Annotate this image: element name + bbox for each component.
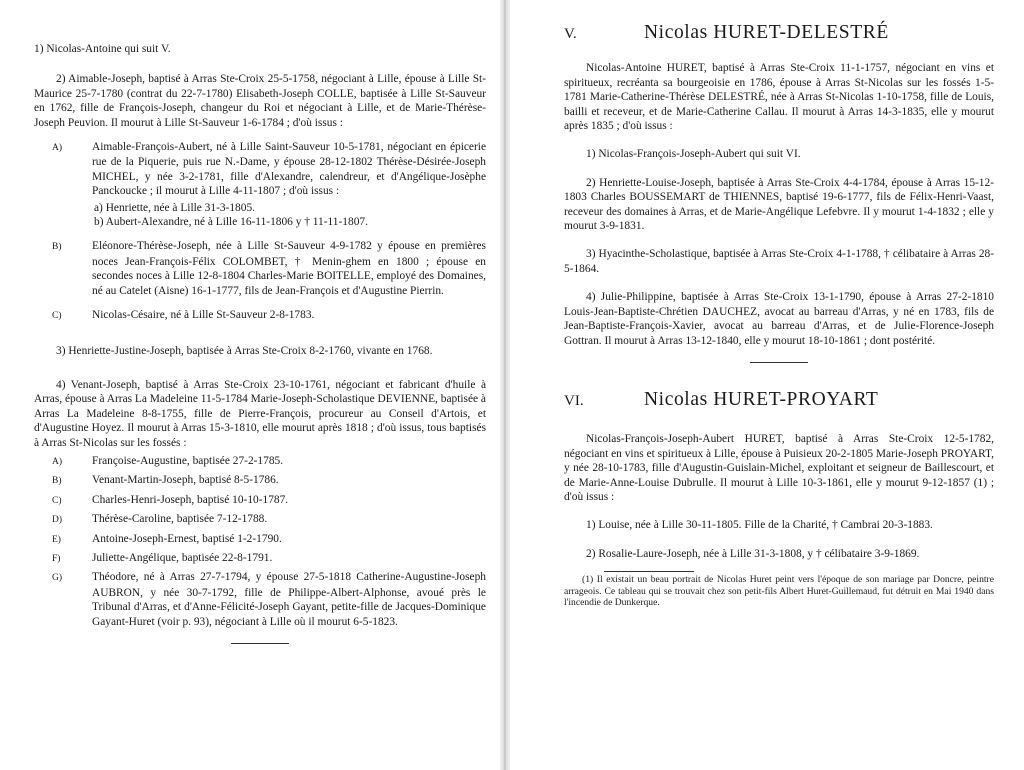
children-list — [34, 454, 486, 629]
entry-julie-philippine: 4) Julie-Philippine, baptisée à Arras Ste-Croix 13-1-1790, épouse à Arras 27-2-1810 Louis-Jean-Baptiste-Chrétien DAUCHEZ, avocat au barreau d'Arras, y né en 1783, fils de Jean-Baptiste-François-Xavier, avocat au barreau d'Arras, et de Julie-Florence-Joseph Gottran. Il mourut à Arras 13-12-1840, elle y mourut 18-10-1861 ; dont postérité. — [564, 291, 994, 347]
entry-text: Juliette-Angélique, baptisée 22-8-1791. — [92, 551, 273, 564]
entry-label: C) — [52, 495, 62, 506]
entry-label: F) — [52, 553, 61, 564]
section-divider — [750, 362, 808, 363]
section-vi-intro: Nicolas-François-Joseph-Aubert HURET, baptisé à Arras Ste-Croix 12-5-1782, négociant en vins et spiritueux à Lille, épouse à Puisieux 20-2-1805 Marie-Joseph PROYART, y née 28-10-1783, fille d'Augustin-Guislain-Michel, exploitant et seigneur de Baillescourt, et de Marie-Anne-Louise Dubrulle. Il mourut à Lille 10-3-1861, elle y mourut 9-12-1857 (1) ; d'où issus : — [564, 433, 994, 503]
footnote-rule — [604, 571, 694, 572]
list-item — [34, 473, 486, 488]
entry-label: C) — [52, 311, 62, 322]
list-item — [34, 532, 486, 547]
list-item — [34, 454, 486, 469]
entry-text: Nicolas-Césaire, né à Lille St-Sauveur 2-8-1783. — [92, 309, 315, 322]
entry-nicolas-francois: 1) Nicolas-François-Joseph-Aubert qui suit VI. — [586, 148, 801, 161]
entry-text: Aimable-François-Aubert, né à Lille Saint-Sauveur 10-5-1781, négociant en épicerie rue de la Piquerie, puis rue N.-Dame, y épouse 28-12-1802 Thérèse-Désirée-Joseph MICHEL, y née 3-2-1781, fille d'Alexandre, calendreur, et d'Angélique-Josèphe Panckoucke ; il mourut à Lille 4-11-1807 ; d'où issus : — [92, 141, 486, 198]
right-page — [510, 0, 1024, 770]
footnote: (1) Il existait un beau portrait de Nicolas Huret peint vers l'époque de son mariage par Doncre, peintre arrageois. Ce tableau qui se trouvait chez son petit-fils Albert Huret-Guillemaud, fut détruit en Mai 1940 dans l'incendie de Dunkerque. — [564, 574, 994, 608]
entry-text: Charles-Henri-Joseph, baptisé 10-10-1787. — [92, 493, 289, 506]
entry-henriette-louise: 2) Henriette-Louise-Joseph, baptisée à Arras Ste-Croix 4-4-1784, épouse à Arras 15-12-1803 Charles BOUSSEMART de THIENNES, baptisé 19-6-1777, fils de Félix-Henri-Vaast, receveur des domaines à Arras, et de Marie-Angélique Lefebvre. Il y mourut 1-4-1832 ; elle y mourut 3-9-1831. — [564, 176, 994, 233]
entry-hyacinthe: 3) Hyacinthe-Scholastique, baptisée à Arras Ste-Croix 4-1-1788, † célibataire à Arras 28-5-1864. — [564, 248, 994, 275]
entry-nicolas-antoine: 1) Nicolas-Antoine qui suit V. — [34, 43, 171, 55]
list-item — [34, 512, 486, 527]
entry-text: Eléonore-Thérèse-Joseph, née à Lille St-Sauveur 4-9-1782 y épouse en premières noces Jean-François-Félix COLOMBET, † Menin-ghem en 1800 ; épouse en secondes noces à Lille 12-8-1804 Charles-Marie BOITELLE, employé des Domaines, né au Catelet (Aisne) 16-1-1777, fils de Jean-François et d'Augustine Pierrin. — [92, 240, 486, 297]
entry-label: A) — [52, 143, 63, 154]
entry-label: B) — [52, 476, 62, 487]
entry-henriette-justine: 3) Henriette-Justine-Joseph, baptisée à Arras Ste-Croix 8-2-1760, vivante en 1768. — [56, 344, 433, 357]
section-title: Nicolas HURET-DELESTRÉ — [644, 22, 889, 43]
entry-aimable-joseph: 2) Aimable-Joseph, baptisé à Arras Ste-Croix 25-5-1758, négociant à Lille, épouse à Lille St-Maurice 25-7-1780 (contrat du 22-7-1780) Elisabeth-Joseph COLLE, baptisée à Lille St-Sauveur en 1762, fille de François-Joseph, changeur du Roi et négociant à Lille, et de Marie-Thérèse-Joseph Peuvion. Il mourut à Lille St-Sauveur 1-6-1784 ; d'où issus : — [34, 73, 486, 129]
section-heading-vi — [564, 388, 994, 410]
entry-nicolas-cesaire — [34, 308, 486, 323]
section-number: VI. — [564, 392, 584, 409]
list-item — [34, 493, 486, 508]
entry-label: G) — [52, 573, 63, 584]
section-number: V. — [564, 26, 577, 42]
entry-henriette: a) Henriette, née à Lille 31-3-1805. — [94, 201, 255, 214]
entry-label: A) — [52, 456, 63, 467]
left-page — [0, 0, 500, 770]
entry-text: Françoise-Augustine, baptisée 27-2-1785. — [92, 454, 284, 467]
section-divider — [231, 643, 289, 644]
entry-louise: 1) Louise, née à Lille 30-11-1805. Fille de la Charité, † Cambrai 20-3-1883. — [586, 519, 933, 532]
list-item — [34, 551, 486, 566]
section-heading-v — [564, 22, 994, 43]
book-gutter — [500, 0, 510, 770]
entry-text: Théodore, né à Arras 27-7-1794, y épouse 27-5-1818 Catherine-Augustine-Joseph AUBRON, y née 30-7-1792, fille de Philippe-Albert-Alphonse, avoué près le Tribunal d'Arras, et d'Anne-Félicité-Joseph Gayant, petite-fille de Jacques-Dominique Gayant-Huret (voir p. 93), négociant à Lille où il mourut 6-5-1823. — [92, 571, 486, 628]
entry-venant-joseph: 4) Venant-Joseph, baptisé à Arras Ste-Croix 23-10-1761, négociant et fabricant d'huile à Arras, épouse à Arras La Madeleine 11-5-1784 Marie-Joseph-Scholastique DEVIENNE, baptisée à Arras La Madeleine 8-8-1755, fille de Pierre-François, procureur au Conseil d'Artois, et d'Augustine Hoyez. Il mourut à Arras 15-3-1810, elle mourut après 1818 ; d'où issus, tous baptisés à Arras St-Nicolas sur les fossés : — [34, 378, 486, 449]
section-v-intro: Nicolas-Antoine HURET, baptisé à Arras Ste-Croix 11-1-1757, négociant en vins et spiritueux, recréanta sa bourgeoisie en 1786, épouse à Arras St-Nicolas sur les fossés 1-5-1781 Marie-Catherine-Thérèse DELESTRÉ, née à Arras St-Nicolas 1-10-1758, fille de Louis, bailli et receveur, et de Marie-Catherine Callau. Il mourut à Arras 14-3-1835, elle y mourut après 1835 ; d'où issus : — [564, 62, 994, 133]
entry-text: Venant-Martin-Joseph, baptisé 8-5-1786. — [92, 474, 279, 487]
entry-text: Antoine-Joseph-Ernest, baptisé 1-2-1790. — [92, 532, 282, 545]
entry-aimable-francois-aubert — [34, 140, 486, 199]
entry-text: Thérèse-Caroline, baptisée 7-12-1788. — [92, 513, 268, 526]
entry-aubert-alexandre: b) Aubert-Alexandre, né à Lille 16-11-1806 y † 11-11-1807. — [94, 216, 368, 229]
entry-label: B) — [52, 242, 62, 253]
entry-label: E) — [52, 534, 61, 545]
entry-rosalie-laure: 2) Rosalie-Laure-Joseph, née à Lille 31-3-1808, y † célibataire 3-9-1869. — [586, 547, 920, 560]
entry-eleonore-therese — [34, 239, 486, 298]
entry-label: D) — [52, 515, 63, 526]
section-title: Nicolas HURET-PROYART — [644, 388, 879, 410]
list-item — [34, 570, 486, 629]
